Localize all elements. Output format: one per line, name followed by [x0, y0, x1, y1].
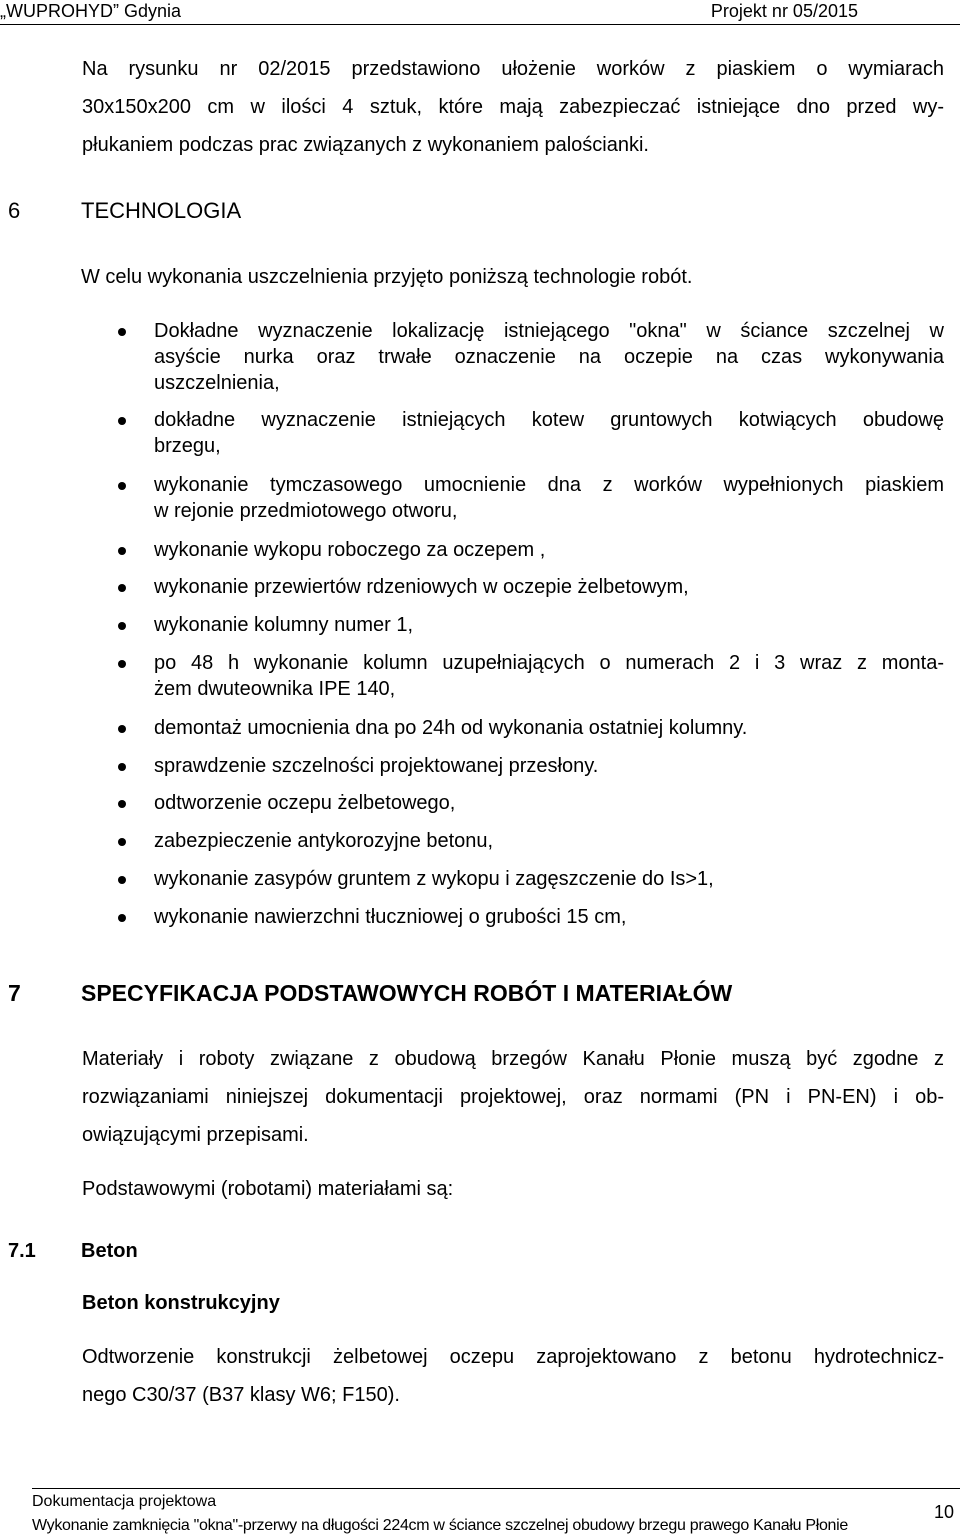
section-number: 6	[8, 198, 21, 223]
list-item-line: odtworzenie oczepu żelbetowego,	[154, 792, 456, 814]
page-number: 10	[933, 1502, 954, 1522]
bullet-icon	[118, 838, 126, 846]
header-left: „WUPROHYD” Gdynia	[0, 1, 182, 21]
bullet-icon	[118, 622, 126, 630]
section-lead: W celu wykonania uszczelnienia przyjęto poniższą technologie robót.	[81, 266, 693, 288]
section71-paragraph	[82, 1338, 944, 1414]
list-item-line: żem dwuteownika IPE 140,	[154, 678, 396, 700]
footer-project-title: Wykonanie zamknięcia "okna"-przerwy na długości 224cm w ściance szczelnej obudowy brzegu prawego Kanału Płonie	[32, 1517, 848, 1534]
list-item-line: uszczelnienia,	[154, 372, 280, 394]
section-title: TECHNOLOGIA	[81, 198, 242, 223]
materials-intro: Podstawowymi (robotami) materiałami są:	[82, 1178, 454, 1200]
footer-doc-type: Dokumentacja projektowa	[32, 1493, 217, 1510]
list-item-line: wykonanie tymczasowego umocnienie dna z worków wypełnionych piaskiem	[154, 474, 944, 496]
intro-line: 30x150x200 cm w ilości 4 sztuk, które mają zabezpieczać istniejące dno przed wy-	[82, 96, 944, 118]
paragraph-line: owiązującymi przepisami.	[82, 1124, 309, 1146]
section-title: SPECYFIKACJA PODSTAWOWYCH ROBÓT I MATERIAŁÓW	[81, 980, 733, 1006]
list-item-line: wykonanie nawierzchni tłuczniowej o grubości 15 cm,	[154, 906, 627, 928]
list-item-line: po 48 h wykonanie kolumn uzupełniających o numerach 2 i 3 wraz z monta-	[154, 652, 944, 674]
footer-divider	[32, 1488, 960, 1489]
section7-paragraph	[82, 1040, 944, 1154]
list-item-line: dokładne wyznaczenie istniejących kotew gruntowych kotwiących obudowę	[154, 409, 944, 431]
bullet-icon	[118, 800, 126, 808]
intro-line: płukaniem podczas prac związanych z wykonaniem palościanki.	[82, 134, 649, 156]
bullet-icon	[118, 547, 126, 555]
list-item-line: wykonanie kolumny numer 1,	[154, 614, 414, 636]
list-item-line: demontaż umocnienia dna po 24h od wykonania ostatniej kolumny.	[154, 717, 748, 739]
paragraph-line: Odtworzenie konstrukcji żelbetowej oczepu zaprojektowano z betonu hydrotechnicz-	[82, 1346, 944, 1368]
bullet-icon	[118, 876, 126, 884]
intro-line: Na rysunku nr 02/2015 przedstawiono ułożenie worków z piaskiem o wymiarach	[82, 58, 944, 80]
bullet-icon	[118, 660, 126, 668]
list-item-line: zabezpieczenie antykorozyjne betonu,	[154, 830, 494, 852]
subsection-subtitle: Beton konstrukcyjny	[82, 1292, 280, 1314]
paragraph-line: rozwiązaniami niniejszej dokumentacji projektowej, oraz normami (PN i PN-EN) i ob-	[82, 1086, 944, 1108]
list-item-line: sprawdzenie szczelności projektowanej przesłony.	[154, 755, 599, 777]
list-item-line: asyście nurka oraz trwałe oznaczenie na oczepie na czas wykonywania	[154, 346, 944, 368]
header-divider	[0, 24, 960, 25]
bullet-icon	[118, 584, 126, 592]
section-number: 7	[8, 980, 21, 1006]
paragraph-line: Materiały i roboty związane z obudową brzegów Kanału Płonie muszą być zgodne z	[82, 1048, 944, 1070]
list-item-line: wykonanie zasypów gruntem z wykopu i zagęszczenie do Is>1,	[154, 868, 714, 890]
intro-paragraph	[82, 50, 944, 164]
list-item-line: w rejonie przedmiotowego otworu,	[154, 500, 458, 522]
bullet-icon	[118, 482, 126, 490]
list-item-line: Dokładne wyznaczenie lokalizację istniejącego "okna" w ściance szczelnej w	[154, 320, 944, 342]
list-item-line: wykonanie wykopu roboczego za oczepem ,	[154, 539, 546, 561]
bullet-icon	[118, 914, 126, 922]
bullet-icon	[118, 763, 126, 771]
bullet-icon	[118, 725, 126, 733]
bullet-icon	[118, 417, 126, 425]
list-item-line: wykonanie przewiertów rdzeniowych w oczepie żelbetowym,	[154, 576, 689, 598]
subsection-number: 7.1	[8, 1240, 36, 1262]
header-right: Projekt nr 05/2015	[710, 1, 858, 21]
subsection-title: Beton	[81, 1240, 138, 1262]
list-item-line: brzegu,	[154, 435, 221, 457]
bullet-icon	[118, 328, 126, 336]
paragraph-line: nego C30/37 (B37 klasy W6; F150).	[82, 1384, 400, 1406]
